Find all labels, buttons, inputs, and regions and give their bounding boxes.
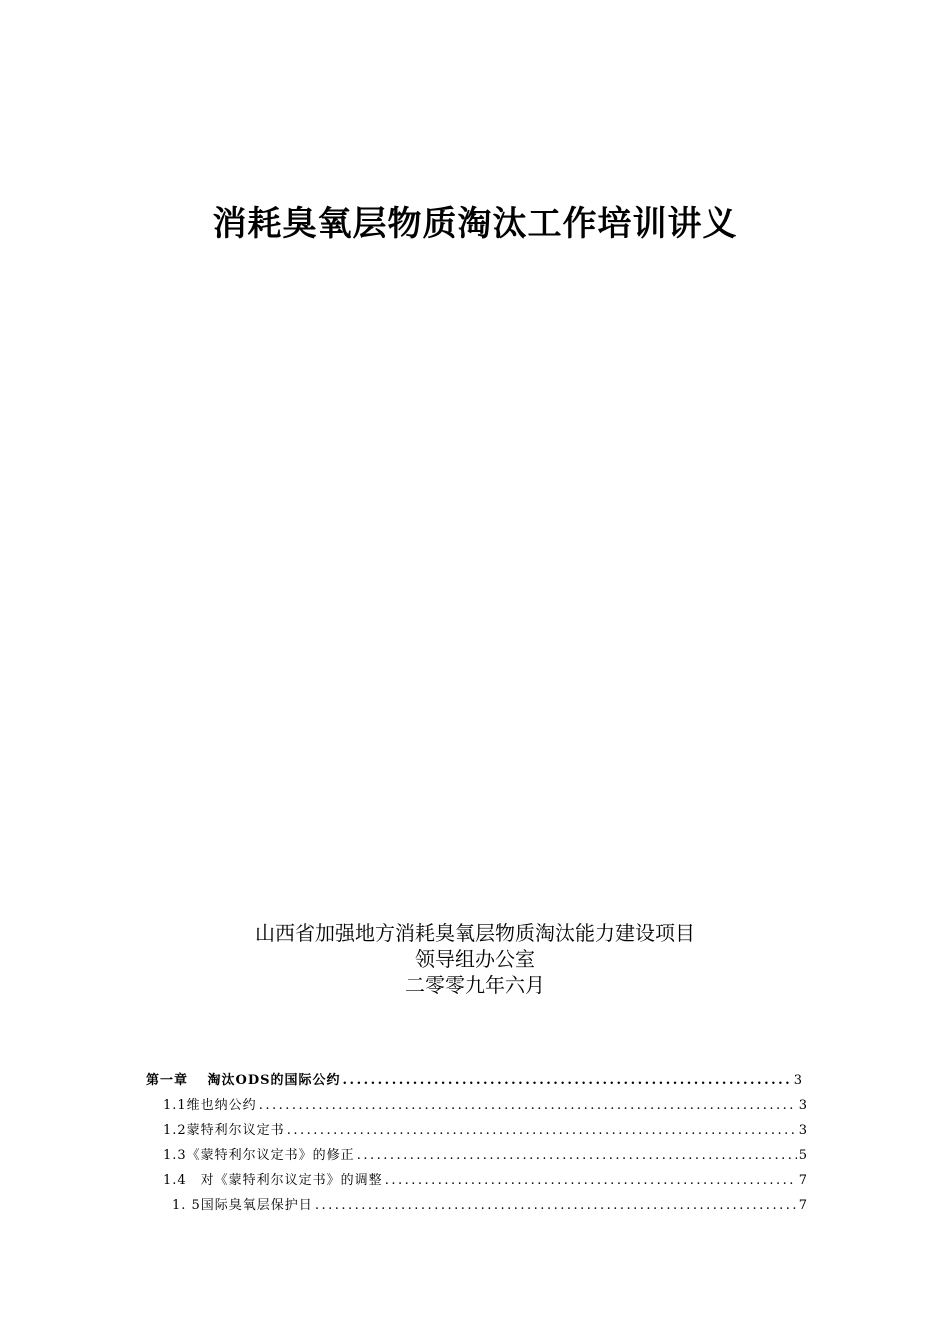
toc-leader-dots [357,1145,797,1167]
issuer-block [0,920,950,998]
toc-leader-dots [259,1095,797,1117]
toc-entry-label: 第一章 淘汰ODS的国际公约 [146,1073,341,1088]
toc-leader-dots [315,1195,797,1217]
issue-date: 二零零九年六月 [405,973,545,997]
toc-entry-1-3[interactable] [163,1145,807,1167]
toc-entry-1-4[interactable] [163,1170,807,1192]
toc-leader-dots [343,1070,792,1092]
toc-entry-page: 7 [798,1173,807,1188]
toc-entry-label: 1.2蒙特利尔议定书 [163,1123,285,1138]
toc-entry-page: 3 [798,1123,807,1138]
toc-entry-label: 1.1维也纳公约 [163,1098,257,1113]
document-title: 消耗臭氧层物质淘汰工作培训讲义 [212,204,738,244]
toc-entry-page: 7 [798,1198,807,1213]
toc-entry-page: 3 [793,1073,802,1088]
toc-entry-label: 1.4 对《蒙特利尔议定书》的调整 [163,1173,383,1188]
toc-entry-label: 1.3《蒙特利尔议定书》的修正 [163,1148,355,1163]
issuer-project: 山西省加强地方消耗臭氧层物质淘汰能力建设项目 [255,921,695,945]
toc-entry-1-1[interactable] [163,1095,807,1117]
toc-entry-page: 3 [798,1098,807,1113]
toc-entry-1-5[interactable] [172,1195,807,1217]
toc-entry-1-2[interactable] [163,1120,807,1142]
toc-entry-page: 5 [798,1148,807,1163]
toc-entry-label: 1. 5国际臭氧层保护日 [172,1198,313,1213]
issuer-office: 领导组办公室 [415,947,535,971]
toc-leader-dots [287,1120,797,1142]
toc-leader-dots [385,1170,797,1192]
toc-entry-chapter-1[interactable] [146,1070,802,1092]
